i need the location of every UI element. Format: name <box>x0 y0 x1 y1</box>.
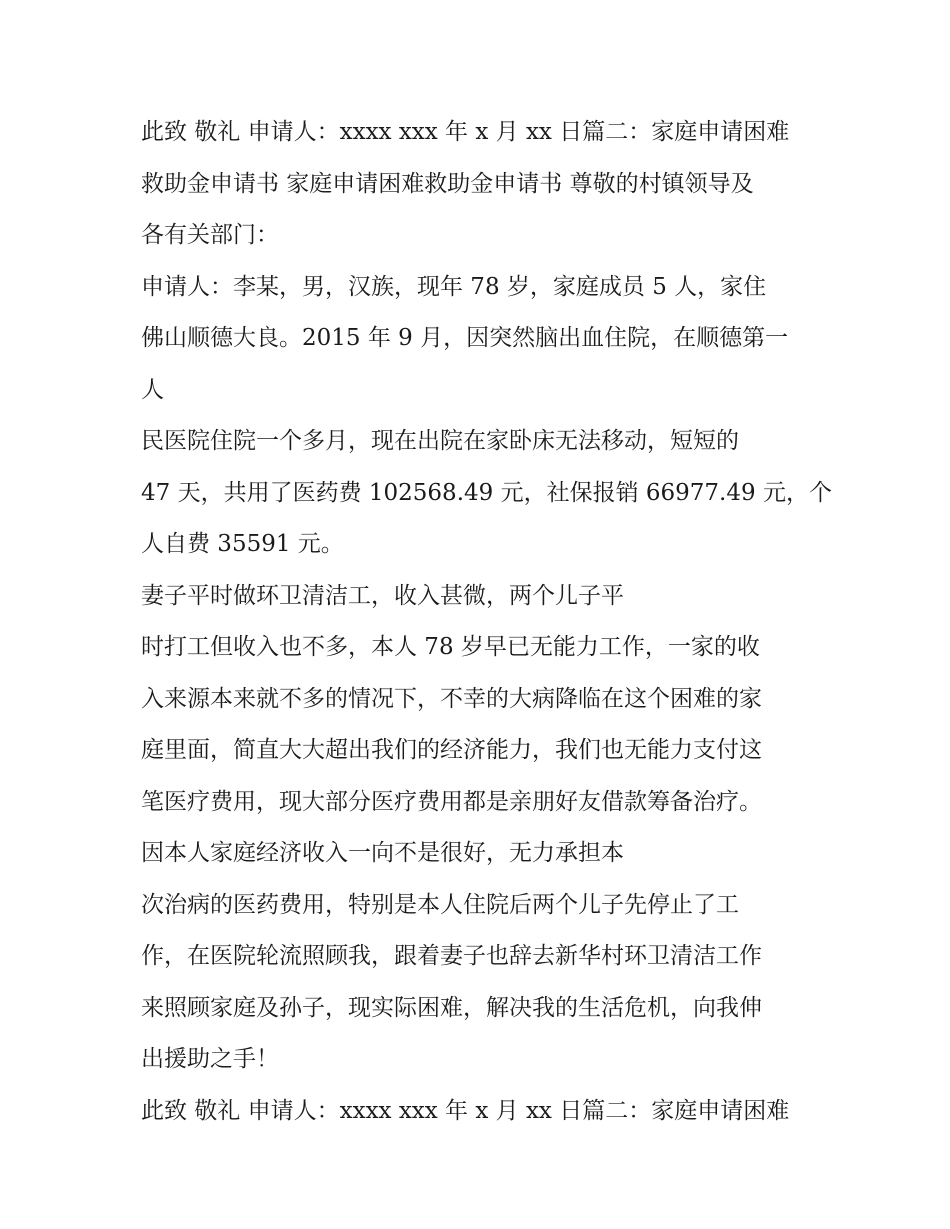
text-line: 出援助之手！ <box>141 1046 279 1072</box>
text-line: 妻子平时做环卫清洁工，收入甚微，两个儿子平 <box>141 582 624 609</box>
text-line: 入来源本来就不多的情况下，不幸的大病降临在这个困难的家 <box>141 685 762 712</box>
text-line: 申请人：李某，男，汉族，现年 78 岁，家庭成员 5 人，家住 <box>141 273 767 300</box>
document-body <box>141 107 832 1137</box>
text-line: 民医院住院一个多月，现在出院在家卧床无法移动，短短的 <box>141 428 739 454</box>
text-line: 救助金申请书 家庭申请困难救助金申请书 尊敬的村镇领导及 <box>141 170 754 197</box>
text-line: 庭里面，简直大大超出我们的经济能力，我们也无能力支付这 <box>141 737 762 763</box>
text-line: 来照顾家庭及孙子，现实际困难，解决我的生活危机，向我伸 <box>141 994 762 1021</box>
text-line: 时打工但收入也不多，本人 78 岁早已无能力工作，一家的收 <box>141 634 760 660</box>
text-line: 因本人家庭经济收入一向不是很好，无力承担本 <box>141 840 624 866</box>
text-line: 此致 敬礼 申请人：xxxx xxx 年 x 月 xx 日篇二：家庭申请困难 <box>141 1097 790 1124</box>
text-line: 佛山顺德大良。2015 年 9 月，因突然脑出血住院，在顺德第一 <box>141 325 789 351</box>
text-line: 各有关部门： <box>141 222 279 248</box>
text-line: 作，在医院轮流照顾我，跟着妻子也辞去新华村环卫清洁工作 <box>141 943 762 969</box>
text-line: 次治病的医药费用，特别是本人住院后两个儿子先停止了工 <box>141 891 739 918</box>
text-line: 47 天，共用了医药费 102568.49 元，社保报销 66977.49 元，个 <box>141 479 832 506</box>
text-line: 人自费 35591 元。 <box>141 531 344 557</box>
text-line: 笔医疗费用，现大部分医疗费用都是亲朋好友借款筹备治疗。 <box>141 788 762 815</box>
text-line: 人 <box>141 376 164 403</box>
text-line: 此致 敬礼 申请人：xxxx xxx 年 x 月 xx 日篇二：家庭申请困难 <box>141 119 790 145</box>
